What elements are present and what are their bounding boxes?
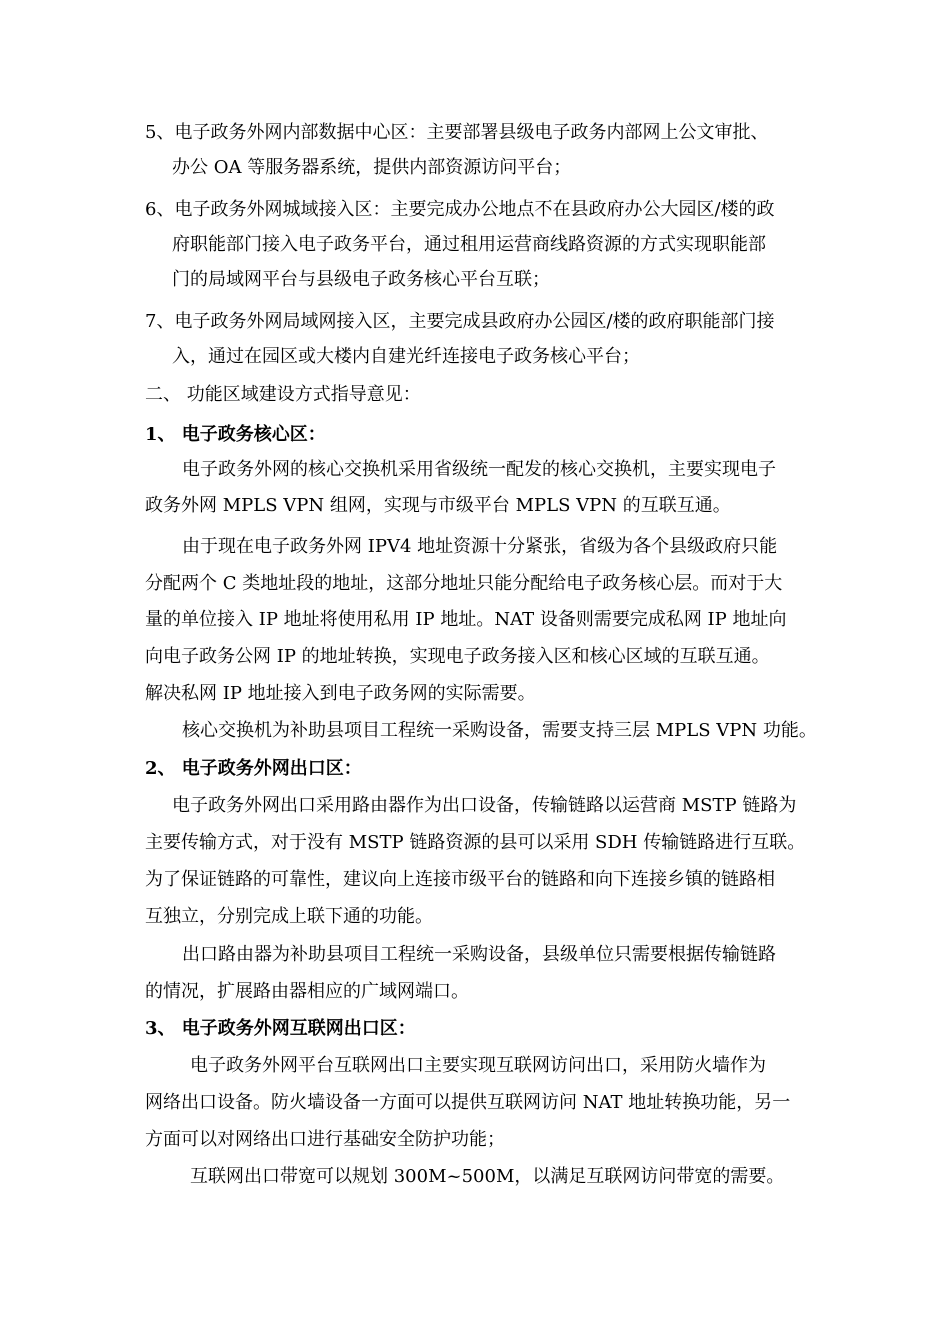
paragraph-line: 量的单位接入 IP 地址将使用私用 IP 地址。NAT 设备则需要完成私网 IP 地址向 [145,609,787,630]
subsection-heading-1: 1、 电子政务核心区： [145,424,326,445]
subsection-heading-3: 3、 电子政务外网互联网出口区： [145,1018,416,1039]
paragraph-line: 出口路由器为补助县项目工程统一采购设备，县级单位只需要根据传输链路 [182,944,776,965]
list-item-5: 5、电子政务外网内部数据中心区：主要部署县级电子政务内部网上公文审批、 [145,122,769,143]
paragraph-line: 电子政务外网的核心交换机采用省级统一配发的核心交换机，主要实现电子 [182,459,776,480]
list-item-7-cont: 入，通过在园区或大楼内自建光纤连接电子政务核心平台； [172,346,640,367]
list-item-6-cont: 府职能部门接入电子政务平台，通过租用运营商线路资源的方式实现职能部 [172,234,766,255]
paragraph-line: 互联网出口带宽可以规划 300M~500M，以满足互联网访问带宽的需要。 [190,1166,785,1187]
section-heading: 二、 功能区域建设方式指导意见： [145,384,421,405]
paragraph-line: 由于现在电子政务外网 IPV4 地址资源十分紧张，省级为各个县级政府只能 [182,536,778,557]
list-item-5-cont: 办公 OA 等服务器系统，提供内部资源访问平台； [172,157,572,178]
list-item-6: 6、电子政务外网城域接入区：主要完成办公地点不在县政府办公大园区/楼的政 [145,199,775,220]
list-item-7: 7、电子政务外网局域网接入区，主要完成县政府办公园区/楼的政府职能部门接 [145,311,775,332]
paragraph-line: 方面可以对网络出口进行基础安全防护功能； [145,1129,505,1150]
paragraph-line: 核心交换机为补助县项目工程统一采购设备，需要支持三层 MPLS VPN 功能。 [182,720,817,741]
paragraph-line: 主要传输方式，对于没有 MSTP 链路资源的县可以采用 SDH 传输链路进行互联。 [145,832,806,853]
paragraph-line: 网络出口设备。防火墙设备一方面可以提供互联网访问 NAT 地址转换功能，另一 [145,1092,791,1113]
paragraph-line: 分配两个 C 类地址段的地址，这部分地址只能分配给电子政务核心层。而对于大 [145,573,783,594]
list-item-6-cont: 门的局域网平台与县级电子政务核心平台互联； [172,269,550,290]
paragraph-line: 解决私网 IP 地址接入到电子政务网的实际需要。 [145,683,536,704]
paragraph-line: 向电子政务公网 IP 的地址转换，实现电子政务接入区和核心区域的互联互通。 [145,646,770,667]
subsection-heading-2: 2、 电子政务外网出口区： [145,758,362,779]
paragraph-line: 的情况，扩展路由器相应的广域网端口。 [145,981,469,1002]
paragraph-line: 政务外网 MPLS VPN 组网，实现与市级平台 MPLS VPN 的互联互通。 [145,495,731,516]
paragraph-line: 为了保证链路的可靠性，建议向上连接市级平台的链路和向下连接乡镇的链路相 [145,869,775,890]
paragraph-line: 电子政务外网出口采用路由器作为出口设备，传输链路以运营商 MSTP 链路为 [172,795,797,816]
paragraph-line: 互独立，分别完成上联下通的功能。 [145,906,433,927]
paragraph-line: 电子政务外网平台互联网出口主要实现互联网访问出口，采用防火墙作为 [190,1055,766,1076]
